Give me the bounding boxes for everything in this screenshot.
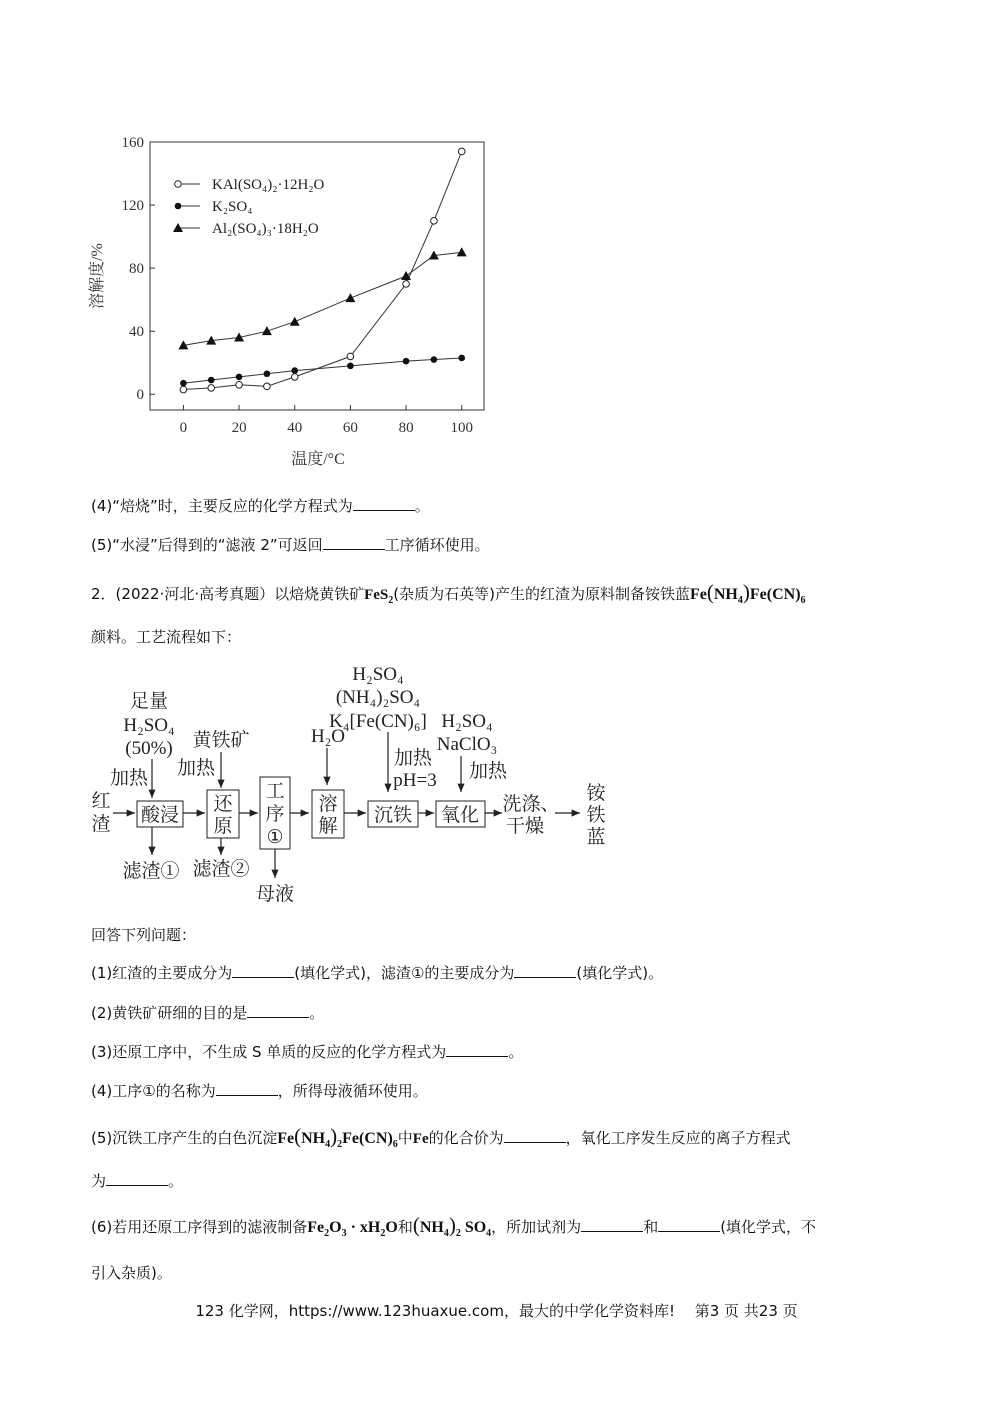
legend-label: Al₂(SO₄)₃·18H₂O <box>212 221 319 237</box>
q4-text: (4)“焙烧”时，主要反应的化学方程式为 <box>91 497 353 515</box>
question-1-4 <box>91 495 430 516</box>
data-point <box>175 181 182 188</box>
q-text: (6)若用还原工序得到的滤液制备 <box>91 1218 308 1236</box>
end-3: 蓝 <box>586 827 606 848</box>
end-2: 铁 <box>586 805 606 826</box>
data-point <box>290 317 300 326</box>
residue-1: 滤渣① <box>122 861 180 882</box>
q-text: (填化学式)。 <box>576 964 664 982</box>
formula-part: · xH <box>346 1219 381 1236</box>
data-point <box>431 218 438 225</box>
data-point <box>347 353 354 360</box>
question-2-3 <box>91 1041 523 1062</box>
answer-blank[interactable] <box>581 1217 643 1232</box>
formula-part: NH <box>713 586 738 603</box>
data-point <box>431 356 438 363</box>
y-tick-label: 80 <box>129 261 144 278</box>
data-point <box>347 363 354 370</box>
box-dissolve-label-2: 解 <box>318 816 338 837</box>
y-tick-label: 0 <box>136 387 144 404</box>
residue-2: 滤渣② <box>192 859 250 880</box>
question-1-5 <box>91 534 490 555</box>
q-text: (5)沉铁工序产生的白色沉淀 <box>91 1129 278 1147</box>
formula-sub: 2 <box>380 1228 386 1240</box>
x-tick-label: 20 <box>231 420 247 436</box>
data-point <box>291 367 298 374</box>
formula-part: SO <box>460 1219 487 1236</box>
q-text: (填化学式)，滤渣①的主要成分为 <box>294 964 515 982</box>
question-2-2 <box>91 1002 324 1023</box>
precip-input-2: (NH₄)₂SO₄ <box>335 687 421 708</box>
formula-part: O <box>329 1219 342 1236</box>
x-tick-label: 0 <box>179 420 188 436</box>
data-point <box>291 374 298 381</box>
q-text: 的化合价为 <box>428 1129 504 1147</box>
q4-end: 。 <box>414 497 430 515</box>
x-tick-label: 100 <box>450 420 473 436</box>
formula-sub: 2 <box>388 595 394 606</box>
process-flow-diagram <box>85 660 625 910</box>
wash-1: 洗涤、 <box>502 794 560 815</box>
q5-text: (5)“水浸”后得到的“滤液 2”可返回 <box>91 536 323 554</box>
q-text: 和 <box>397 1218 413 1236</box>
acid-input-3: (50%) <box>125 738 173 759</box>
data-point <box>262 326 272 335</box>
data-point <box>208 377 215 384</box>
data-point <box>457 247 467 256</box>
problem-2-intro <box>91 580 806 606</box>
data-point <box>236 381 243 388</box>
start-2: 渣 <box>91 814 111 835</box>
question-2-5-cont <box>91 1170 183 1191</box>
q-text: ，氧化工序发生反应的离子方程式 <box>565 1129 791 1147</box>
acid-input-2: H₂SO₄ <box>123 715 175 736</box>
q-text: 和 <box>643 1218 659 1236</box>
formula-part: Fe(CN) <box>749 586 801 603</box>
data-point <box>208 385 215 392</box>
formula-sub: 6 <box>800 595 806 607</box>
formula-sub: 3 <box>341 1228 347 1240</box>
intro-text: 颜料。工艺流程如下： <box>91 628 242 646</box>
formula-part: NH <box>419 1219 444 1236</box>
formula-ammonium-sulfate: $(NH_4)_2$ $SO_4$ <box>412 1213 492 1240</box>
oxid-input-1: H₂SO₄ <box>441 711 493 732</box>
formula-sub: 6 <box>392 1139 398 1151</box>
box-process-label-2: 序 <box>265 804 285 825</box>
y-tick-label: 160 <box>121 135 144 151</box>
formula-part: Fe <box>277 1130 295 1147</box>
q-text: 中 <box>397 1129 413 1147</box>
question-2-6 <box>91 1213 816 1239</box>
x-tick-label: 40 <box>287 420 303 436</box>
formula-part: Fe <box>307 1219 325 1236</box>
q-text: 为 <box>91 1172 107 1190</box>
data-point <box>264 370 271 377</box>
formula-product: $Fe(NH_4)Fe(CN)_6$ <box>690 580 806 607</box>
questions-head <box>91 924 196 945</box>
x-tick-label: 60 <box>342 420 358 436</box>
box-reduce-label-1: 还 <box>213 794 233 815</box>
answer-blank[interactable] <box>323 535 385 550</box>
series-2 <box>180 355 465 387</box>
water-input: H₂O <box>310 726 346 747</box>
series-3 <box>178 247 466 349</box>
q-text: (1)红渣的主要成分为 <box>91 964 233 982</box>
formula-sub: 4 <box>325 1139 331 1151</box>
ore-input-2: 加热 <box>176 758 216 779</box>
answer-blank[interactable] <box>106 1171 168 1186</box>
intro-text: 2．(2022·河北·高考真题）以焙烧黄铁矿 <box>91 585 365 603</box>
q-text: (填化学式，不 <box>720 1218 817 1236</box>
q-text: 引入杂质)。 <box>91 1264 172 1282</box>
start-1: 红 <box>91 791 111 812</box>
formula-white-precip: $Fe(NH_4)_2Fe(CN)_6$ <box>277 1124 398 1151</box>
page-footer: 123 化学网，https://www.123huaxue.com，最大的中学化学资料库! 第3 页 共23 页 <box>195 1302 798 1320</box>
series-line <box>183 358 461 383</box>
q-text: ，所加试剂为 <box>491 1218 582 1236</box>
answer-blank[interactable] <box>232 963 294 978</box>
ore-input-1: 黄铁矿 <box>192 730 250 751</box>
formula-sub: 4 <box>737 595 743 607</box>
q-text: (2)黄铁矿研细的目的是 <box>91 1004 248 1022</box>
q-text: (4)工序①的名称为 <box>91 1082 216 1100</box>
data-point <box>175 203 182 210</box>
acid-input-4: 加热 <box>109 768 149 789</box>
q-text: ，所得母液循环使用。 <box>277 1082 428 1100</box>
wash-2: 干燥 <box>505 816 545 837</box>
problem-2-intro-cont <box>91 626 241 647</box>
formula-fes2 <box>364 587 394 606</box>
oxid-input-2: NaClO₃ <box>436 734 498 755</box>
box-process-label-3: ① <box>266 827 284 848</box>
x-axis-label: 温度/°C <box>291 451 345 468</box>
oxid-cond: 加热 <box>468 761 508 782</box>
box-process-label-1: 工 <box>265 781 285 802</box>
mother-liquor: 母液 <box>255 884 295 905</box>
box-acid-leach-label: 酸浸 <box>140 805 180 826</box>
question-2-4 <box>91 1080 428 1101</box>
box-oxidize-label: 氧化 <box>440 805 480 826</box>
series-line <box>183 252 461 345</box>
end-1: 铵 <box>586 783 606 804</box>
answer-blank[interactable] <box>658 1217 720 1232</box>
data-point <box>180 386 187 393</box>
question-2-5 <box>91 1124 791 1150</box>
formula-sub: 2 <box>455 1228 461 1240</box>
q-text: 。 <box>168 1172 184 1190</box>
legend-label: KAl(SO₄)₂·12H₂O <box>212 177 325 193</box>
solubility-chart <box>80 128 500 473</box>
q-text: (3)还原工序中，不生成 S 单质的反应的化学方程式为 <box>91 1043 447 1061</box>
data-point <box>180 380 187 387</box>
x-tick-label: 80 <box>398 420 414 436</box>
formula-fe: Fe <box>412 1131 429 1147</box>
answer-blank[interactable] <box>353 496 415 511</box>
formula-fe2o3 <box>307 1219 398 1240</box>
data-point <box>236 374 243 381</box>
formula-sub: 4 <box>443 1228 449 1240</box>
y-tick-label: 40 <box>129 324 144 341</box>
formula-part: O <box>385 1219 398 1236</box>
precip-cond-2: pH=3 <box>393 770 437 791</box>
q-text: 。 <box>309 1004 325 1022</box>
intro-text: (杂质为石英等)产生的红渣为原料制备铵铁蓝 <box>393 585 690 603</box>
acid-input-1: 足量 <box>129 691 169 712</box>
data-point <box>403 358 410 365</box>
data-point <box>458 355 465 362</box>
legend-entry <box>175 199 253 215</box>
q-text: 。 <box>508 1043 524 1061</box>
formula-sub: 2 <box>324 1228 330 1240</box>
box-precip-iron-label: 沉铁 <box>373 805 413 826</box>
legend-entry <box>175 177 325 193</box>
precip-input-1: H₂SO₄ <box>352 664 404 685</box>
formula-sub: 4 <box>486 1228 492 1240</box>
formula-part: NH <box>301 1130 326 1147</box>
answer-blank[interactable] <box>216 1081 278 1096</box>
legend-label: K₂SO₄ <box>212 199 253 215</box>
answer-blank[interactable] <box>446 1042 508 1057</box>
data-point <box>345 293 355 302</box>
question-2-1 <box>91 962 663 983</box>
formula-part: FeS <box>364 587 389 603</box>
formula-part: Fe <box>690 586 707 603</box>
box-dissolve-label-1: 溶 <box>318 794 338 815</box>
answer-blank[interactable] <box>504 1128 566 1143</box>
legend-entry <box>173 221 319 237</box>
data-point <box>264 383 271 390</box>
answer-blank[interactable] <box>514 963 576 978</box>
data-point <box>458 148 465 155</box>
answer-blank[interactable] <box>247 1003 309 1018</box>
y-tick-label: 120 <box>121 198 144 215</box>
formula-sub: 2 <box>337 1139 343 1151</box>
formula-part: Fe(CN) <box>342 1130 393 1147</box>
questions-head-text: 回答下列问题： <box>91 926 197 944</box>
q5-end: 工序循环使用。 <box>384 536 490 554</box>
question-2-6-cont <box>91 1262 172 1283</box>
precip-input-3: K₄[Fe(CN)₆] <box>329 711 427 732</box>
precip-cond-1: 加热 <box>393 748 433 769</box>
data-point <box>403 281 410 288</box>
y-axis-label: 溶解度/% <box>89 243 106 309</box>
box-reduce-label-2: 原 <box>213 816 233 837</box>
